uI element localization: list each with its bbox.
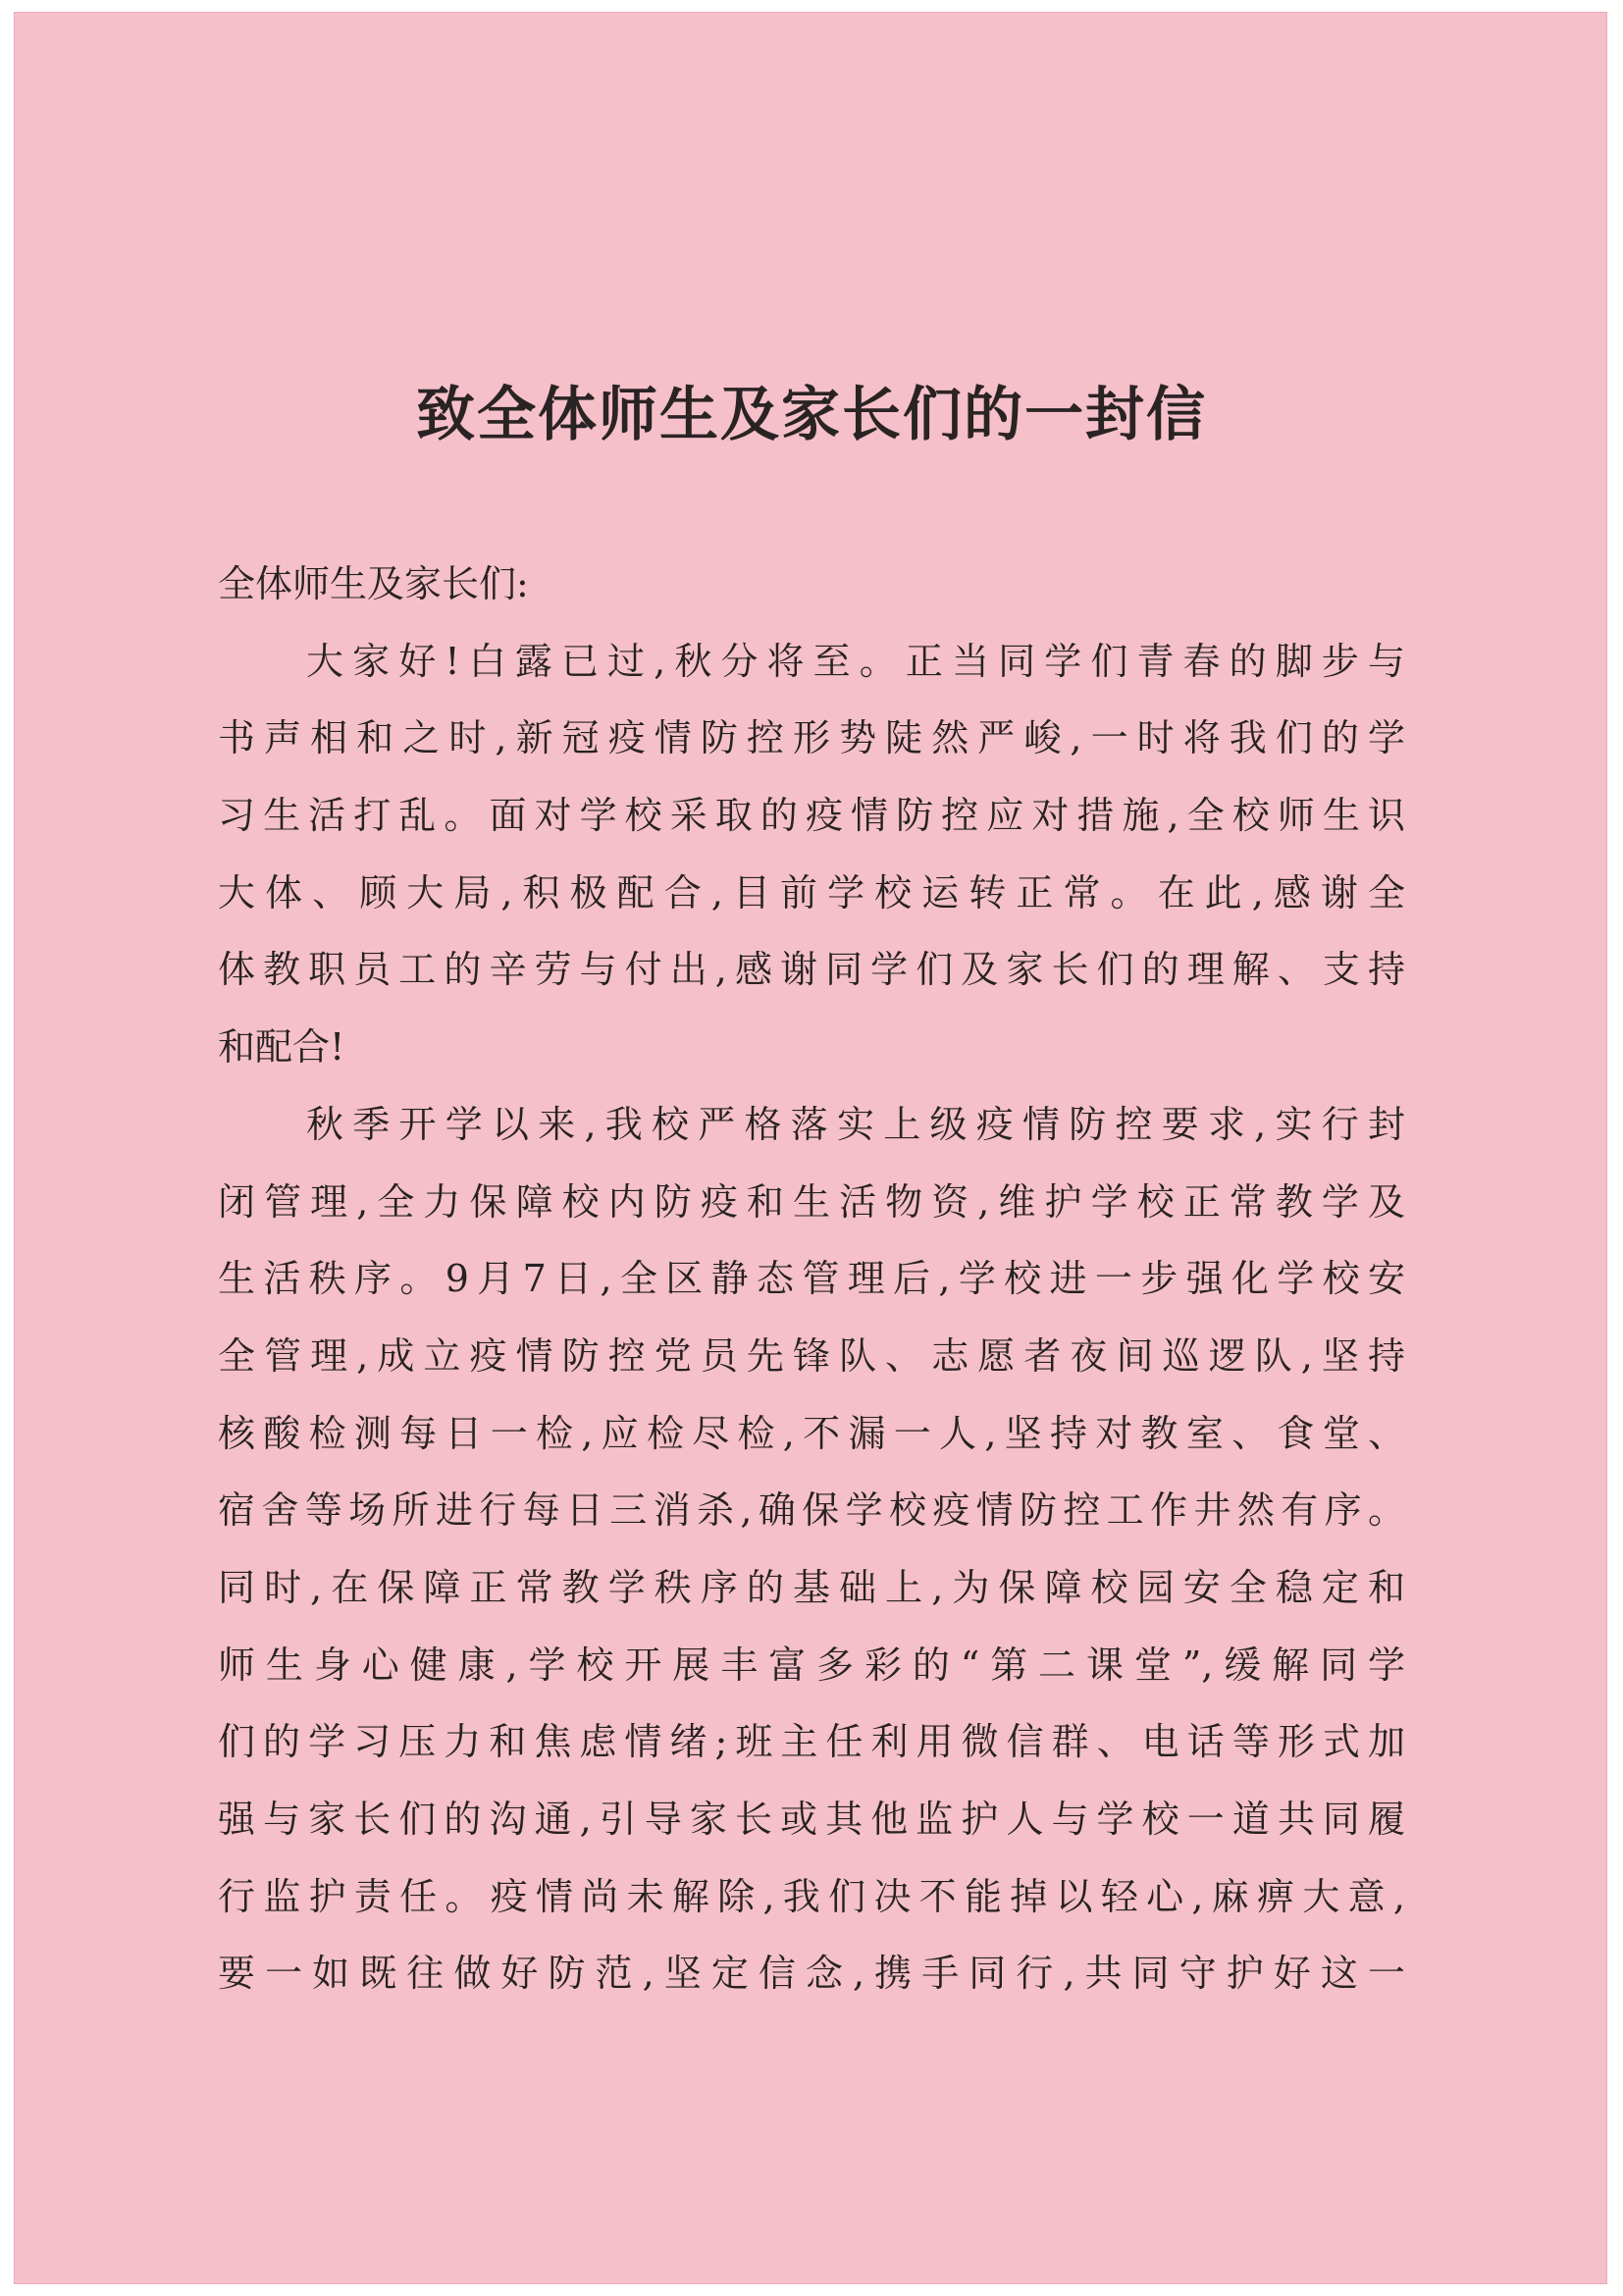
paragraph-line: 和配合! [218, 1025, 345, 1070]
paragraph-line: 核酸检测每日一检,应检尽检,不漏一人,坚持对教室、食堂、 [218, 1411, 1405, 1455]
paragraph-line: 体教职员工的辛劳与付出,感谢同学们及家长们的理解、支持 [218, 948, 1405, 992]
paragraph-line: 行监护责任。疫情尚未解除,我们决不能掉以轻心,麻痹大意, [218, 1874, 1405, 1918]
paragraph-line: 强与家长们的沟通,引导家长或其他监护人与学校一道共同履 [218, 1798, 1405, 1841]
salutation: 全体师生及家长们: [218, 562, 529, 605]
paragraph-line: 全管理,成立疫情防控党员先锋队、志愿者夜间巡逻队,坚持 [218, 1333, 1405, 1378]
paragraph-line: 书声相和之时,新冠疫情防控形势陡然严峻,一时将我们的学 [218, 716, 1405, 760]
paragraph-line: 大家好!白露已过,秋分将至。正当同学们青春的脚步与 [306, 639, 1405, 683]
letter-body [218, 546, 1405, 2012]
paragraph-line: 秋季开学以来,我校严格落实上级疫情防控要求,实行封 [306, 1102, 1405, 1146]
paragraph-line: 生活秩序。9月7日,全区静态管理后,学校进一步强化学校安 [218, 1257, 1405, 1301]
paragraph-line: 宿舍等场所进行每日三消杀,确保学校疫情防控工作井然有序。 [218, 1488, 1405, 1533]
paragraph-line: 大体、顾大局,积极配合,目前学校运转正常。在此,感谢全 [218, 870, 1405, 914]
letter-title: 致全体师生及家长们的一封信 [416, 381, 1207, 449]
paragraph-line: 们的学习压力和焦虑情绪;班主任利用微信群、电话等形式加 [218, 1720, 1405, 1764]
paragraph-line: 要一如既往做好防范,坚定信念,携手同行,共同守护好这一 [218, 1952, 1405, 1996]
paragraph-line: 闭管理,全力保障校内防疫和生活物资,维护学校正常教学及 [218, 1179, 1405, 1224]
paragraph-line: 习生活打乱。面对学校采取的疫情防控应对措施,全校师生识 [218, 794, 1405, 838]
paragraph-line: 同时,在保障正常教学秩序的基础上,为保障校园安全稳定和 [218, 1565, 1405, 1609]
paragraph-line: 师生身心健康,学校开展丰富多彩的“第二课堂”,缓解同学 [218, 1643, 1405, 1687]
